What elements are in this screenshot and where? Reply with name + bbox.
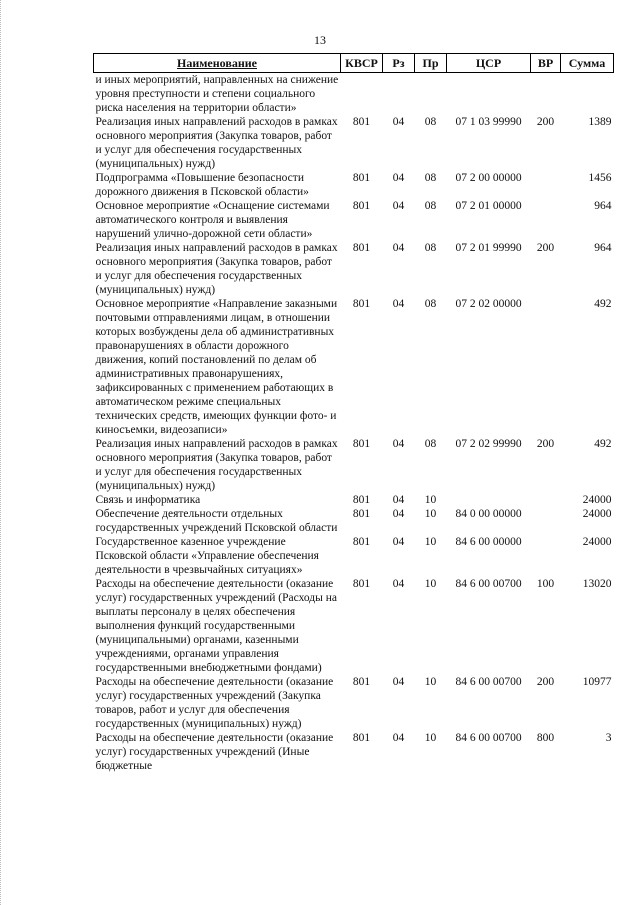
header-csr: ЦСР: [447, 54, 531, 73]
cell-vr: [531, 199, 561, 241]
cell-name: Реализация иных направлений расходов в рамках основного мероприятия (Закупка товаров, работ и услуг для обеспечения государственных (муниципальных) нужд): [95, 116, 338, 170]
cell-kvsr: 801: [352, 200, 371, 212]
cell-rz: 04: [392, 536, 405, 548]
cell-pr: 10: [424, 494, 437, 506]
cell-kvsr: 801: [352, 242, 371, 254]
cell-pr: 10: [424, 676, 437, 688]
cell-kvsr: 801: [352, 536, 371, 548]
cell-name: и иных мероприятий, направленных на снижение уровня преступности и степени социального риска населения на территории области»: [95, 74, 339, 114]
cell-rz: 04: [392, 494, 405, 506]
cell-vr: [531, 171, 561, 199]
cell-csr: 07 2 01 00000: [455, 200, 522, 212]
cell-vr: [531, 73, 561, 116]
table-row: [94, 171, 614, 199]
cell-rz: 04: [392, 298, 405, 310]
cell-sum: 24000: [582, 508, 612, 520]
table-row: [94, 535, 614, 577]
cell-name: Расходы на обеспечение деятельности (оказание услуг) государственных учреждений (Закупка товаров, работ и услуг для обеспечения государственных (муниципальных) нужд): [95, 676, 334, 730]
cell-name: Связь и информатика: [95, 494, 201, 506]
cell-vr: 100: [536, 578, 555, 590]
cell-sum: 1389: [588, 116, 612, 128]
cell-vr: 800: [536, 732, 555, 744]
table-row: [94, 731, 614, 773]
cell-name: Обеспечение деятельности отдельных государственных учреждений Псковской области: [95, 508, 338, 534]
cell-kvsr: [341, 73, 383, 116]
cell-rz: 04: [392, 676, 405, 688]
cell-sum: 13020: [582, 578, 612, 590]
cell-kvsr: 801: [352, 172, 371, 184]
cell-name: Основное мероприятие «Направление заказными почтовыми отправлениями лицам, в отношении которых возбуждены дела об административных правонарушениях в области дорожного движения, копий постановлений по делам об административных правонарушениях, зафиксированных с применением работающих в автоматическом режиме специальных технических средств, имеющих функции фото- и киносъемки, видеозаписи»: [95, 298, 338, 436]
cell-pr: 08: [424, 116, 437, 128]
header-name: Наименование: [94, 54, 341, 73]
header-rz: Рз: [383, 54, 415, 73]
table-row: [94, 675, 614, 731]
cell-kvsr: 801: [352, 438, 371, 450]
budget-table: [93, 53, 614, 773]
cell-sum: 964: [594, 200, 612, 212]
cell-name: Основное мероприятие «Оснащение системами автоматического контроля и выявления нарушений улично-дорожной сети области»: [95, 200, 330, 240]
cell-rz: 04: [392, 172, 405, 184]
cell-vr: 200: [536, 438, 555, 450]
cell-csr: 07 2 01 99990: [455, 242, 522, 254]
page-edge: [0, 0, 4, 905]
cell-sum: 24000: [582, 494, 612, 506]
cell-vr: 200: [536, 116, 555, 128]
cell-pr: 10: [424, 732, 437, 744]
cell-kvsr: 801: [352, 732, 371, 744]
cell-vr: [531, 493, 561, 507]
cell-sum: 1456: [588, 172, 612, 184]
table-row: [94, 115, 614, 171]
table-row: [94, 577, 614, 675]
cell-name: Реализация иных направлений расходов в рамках основного мероприятия (Закупка товаров, работ и услуг для обеспечения государственных (муниципальных) нужд): [95, 438, 338, 492]
cell-rz: 04: [392, 508, 405, 520]
cell-csr: 84 0 00 00000: [455, 508, 522, 520]
cell-kvsr: 801: [352, 494, 371, 506]
cell-csr: 07 1 03 99990: [455, 116, 522, 128]
cell-vr: [531, 297, 561, 437]
header-pr: Пр: [415, 54, 447, 73]
cell-name: Расходы на обеспечение деятельности (оказание услуг) государственных учреждений (Расходы на выплаты персоналу в целях обеспечения выполнения функций государственными (муниципальными) органами, казенными учреждениями, органами управления государственными внебюджетными фондами): [95, 578, 338, 674]
cell-pr: 10: [424, 536, 437, 548]
header-kvsr: КВСР: [341, 54, 383, 73]
cell-csr: 84 6 00 00000: [455, 536, 522, 548]
cell-pr: 08: [424, 172, 437, 184]
table-row: [94, 297, 614, 437]
cell-vr: [531, 507, 561, 535]
cell-kvsr: 801: [352, 116, 371, 128]
header-vr: ВР: [531, 54, 561, 73]
cell-rz: 04: [392, 438, 405, 450]
cell-pr: 08: [424, 200, 437, 212]
cell-sum: 964: [594, 242, 612, 254]
cell-rz: [383, 73, 415, 116]
cell-kvsr: 801: [352, 676, 371, 688]
cell-sum: [561, 73, 614, 116]
table-header-row: [94, 54, 614, 73]
page-number: 13: [314, 33, 326, 47]
cell-kvsr: 801: [352, 508, 371, 520]
table-row: [94, 199, 614, 241]
cell-csr: 84 6 00 00700: [455, 578, 522, 590]
table-row: [94, 241, 614, 297]
cell-pr: 10: [424, 578, 437, 590]
header-sum: Сумма: [561, 54, 614, 73]
cell-sum: 492: [594, 298, 612, 310]
cell-name: Реализация иных направлений расходов в рамках основного мероприятия (Закупка товаров, работ и услуг для обеспечения государственных (муниципальных) нужд): [95, 242, 338, 296]
cell-csr: [447, 73, 531, 116]
table-row: [94, 493, 614, 507]
cell-pr: 10: [424, 508, 437, 520]
cell-vr: 200: [536, 242, 555, 254]
cell-name: Подпрограмма «Повышение безопасности дорожного движения в Псковской области»: [95, 172, 309, 198]
cell-rz: 04: [392, 578, 405, 590]
cell-sum: 3: [605, 732, 612, 744]
cell-kvsr: 801: [352, 578, 371, 590]
cell-csr: 07 2 02 99990: [455, 438, 522, 450]
cell-vr: 200: [536, 676, 555, 688]
cell-kvsr: 801: [352, 298, 371, 310]
cell-pr: 08: [424, 298, 437, 310]
cell-csr: 07 2 00 00000: [455, 172, 522, 184]
cell-sum: 24000: [582, 536, 612, 548]
cell-name: Расходы на обеспечение деятельности (оказание услуг) государственных учреждений (Иные бюджетные: [95, 732, 334, 772]
cell-sum: 10977: [582, 676, 612, 688]
table-row: [94, 437, 614, 493]
table-row: [94, 507, 614, 535]
cell-pr: 08: [424, 242, 437, 254]
cell-csr: 84 6 00 00700: [455, 732, 522, 744]
cell-rz: 04: [392, 200, 405, 212]
cell-vr: [531, 535, 561, 577]
cell-pr: 08: [424, 438, 437, 450]
cell-rz: 04: [392, 116, 405, 128]
cell-rz: 04: [392, 732, 405, 744]
cell-pr: [415, 73, 447, 116]
cell-csr: 84 6 00 00700: [455, 676, 522, 688]
cell-sum: 492: [594, 438, 612, 450]
cell-csr: 07 2 02 00000: [455, 298, 522, 310]
cell-csr: [447, 493, 531, 507]
table-row: [94, 73, 614, 116]
cell-rz: 04: [392, 242, 405, 254]
cell-name: Государственное казенное учреждение Псковской области «Управление обеспечения деятельности в чрезвычайных ситуациях»: [95, 536, 319, 576]
